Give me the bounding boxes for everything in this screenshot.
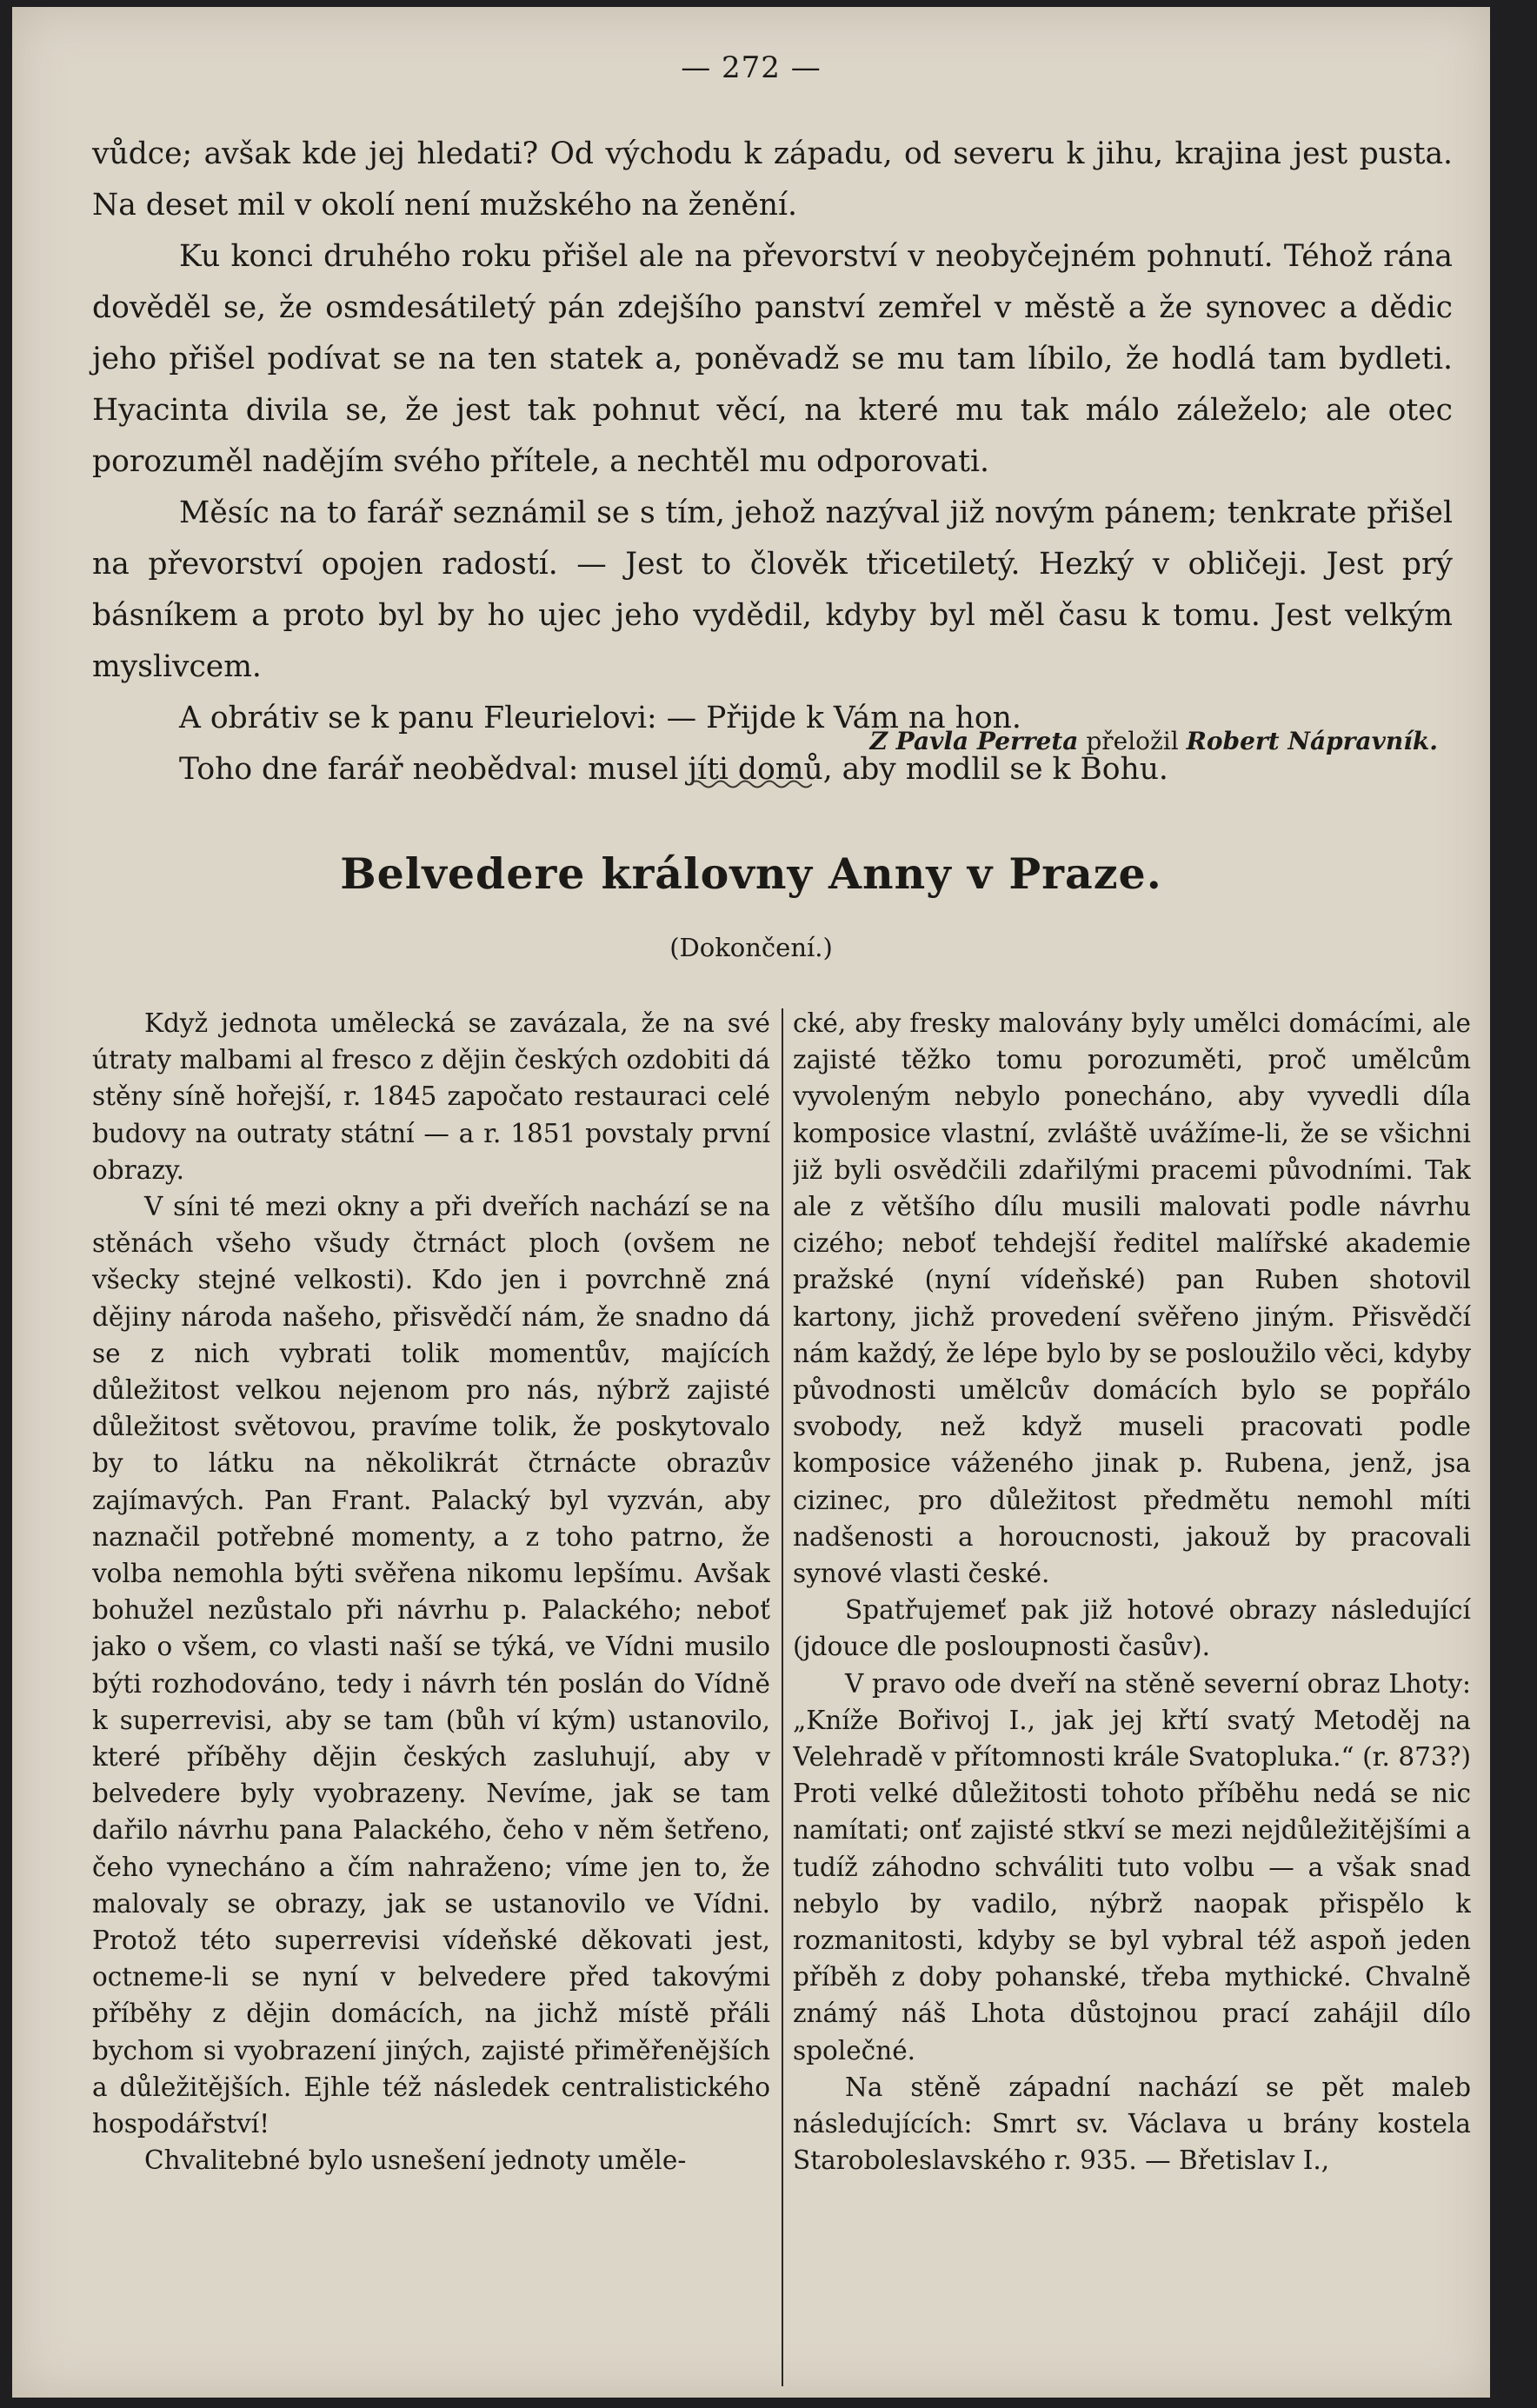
article-right-column	[793, 1005, 1471, 2387]
story-paragraph: Toho dne farář neobědval: musel jíti domů, aby modlil se k Bohu.	[179, 752, 1168, 787]
article-paragraph: V pravo ode dveří na stěně severní obraz Lhoty: „Kníže Bořivoj I., jak jej křtí svatý Metoděj na Velehradě v přítomnosti krále Svatopluka.“ (r. 873?) Proti velké důležitosti tohoto příběhu nedá se nic namítati; onť zajisté stkví se mezi nejdůležitějšími a tudíž záhodno schváliti tuto volbu — a však snad nebylo by vadilo, nýbrž naopak přispělo k rozmanitosti, kdyby se byl vybral též aspoň jeden příběh z doby pohanské, třeba mythické. Chvalně známý náš Lhota důstojnou prací zahájil dílo společné.	[793, 1668, 1471, 2065]
article-left-column	[92, 1005, 770, 2387]
article-paragraph: V síni té mezi okny a při dveřích nachází se na stěnách všeho všudy čtrnáct ploch (ovšem ne všecky stejné velkosti). Kdo jen i povrchně zná dějiny národa našeho, přisvědčí nám, že snadno dá se z nich vybrati tolik momentův, majících důležitost velkou nejenom pro nás, nýbrž zajisté důležitost světovou, pravíme tolik, že poskytovalo by to látku na několikrát čtrnácte obrazův zajímavých. Pan Frant. Palacký byl vyzván, aby naznačil potřebné momenty, a z toho patrno, že volba nemohla býti svěřena nikomu lepšímu. Avšak bohužel nezůstalo při návrhu p. Palackého; neboť jako o všem, co vlasti naší se týká, ve Vídni musilo býti rozhodováno, tedy i návrh tén poslán do Vídně k superrevisi, aby se tam (bůh ví kým) ustanovilo, které příběhy dějin českých zasluhují, aby v belvedere byly vyobrazeny. Nevíme, jak se tam dařilo návrhu pana Palackého, čeho v něm šetřeno, čeho vynecháno a čím nahraženo; víme jen to, že malovaly se obrazy, jak se ustanovilo ve Vídni. Protož této superrevisi vídeňské děkovati jest, octneme-li se nyní v belvedere před takovými příběhy z dějin domácích, na jichž místě přáli bychom si vyobrazení jiných, zajisté přiměřenějších a důležitějších. Ejhle též následek centralistického hospodářství!	[92, 1192, 770, 2139]
column-divider	[782, 1008, 783, 2386]
article-paragraph: Když jednota umělecká se zavázala, že na své útraty malbami al fresco z dějin českých ozdobiti dá stěny síně hořejší, r. 1845 započato restauraci celé budovy na outraty státní — a r. 1851 povstaly první obrazy.	[92, 1008, 770, 1185]
scanned-page	[12, 7, 1490, 2398]
ornamental-divider	[690, 776, 812, 792]
article-paragraph: Chvalitebné bylo usnešení jednoty uměle-	[144, 2145, 687, 2176]
credit-source: Z Pavla Perreta	[869, 727, 1079, 755]
translation-credit	[869, 724, 1438, 759]
story-paragraph: A obrátiv se k panu Fleurielovi: — Přijde k Vám na hon.	[179, 701, 1021, 735]
credit-verb: přeložil	[1086, 727, 1179, 755]
story-paragraph: vůdce; avšak kde jej hledati? Od východu k západu, od severu k jihu, krajina jest pusta. Na deset mil v okolí není mužského na ženění.	[92, 136, 1453, 223]
article-title: Belvedere královny Anny v Praze.	[340, 848, 1162, 899]
article-subtitle: (Dokončení.)	[669, 933, 833, 962]
story-text	[92, 129, 1453, 795]
article-paragraph: Spatřujemeť pak již hotové obrazy následující (jdouce dle posloupnosti časův).	[793, 1595, 1471, 1662]
page-number: — 272 —	[681, 50, 822, 85]
story-paragraph: Měsíc na to farář seznámil se s tím, jehož nazýval již novým pánem; tenkrate přišel na převorství opojen radostí. — Jest to člověk třicetiletý. Hezký v obličeji. Jest prý básníkem a proto byl by ho ujec jeho vydědil, kdyby byl měl času k tomu. Jest velkým myslivcem.	[92, 496, 1453, 684]
article-paragraph: Na stěně západní nachází se pět maleb následujících: Smrt sv. Václava u brány kostela Staroboleslavského r. 935. — Břetislav I.,	[793, 2072, 1471, 2176]
story-paragraph: Ku konci druhého roku přišel ale na převorství v neobyčejném pohnutí. Téhož rána dověděl se, že osmdesátiletý pán zdejšího panství zemřel v městě a že synovec a dědic jeho přišel podívat se na ten statek a, poněvadž se mu tam líbilo, že hodlá tam bydleti. Hyacinta divila se, že jest tak pohnut věcí, na které mu tak málo záleželo; ale otec porozuměl nadějím svého přítele, a nechtěl mu odporovati.	[92, 239, 1453, 479]
credit-translator: Robert Nápravník.	[1186, 727, 1438, 755]
article-paragraph: cké, aby fresky malovány byly umělci domácími, ale zajisté těžko tomu porozuměti, proč umělcům vyvoleným nebylo ponecháno, aby vyvedli díla komposice vlastní, zvláště uvážíme-li, že se všichni již byli osvědčili zdařilými pracemi původními. Tak ale z většího dílu musili malovati podle návrhu cizého; neboť tehdejší ředitel malířské akademie pražské (nyní vídeňské) pan Ruben shotovil kartony, jichž provedení svěřeno jiným. Přisvědčí nám každý, že lépe bylo by se posloužilo věci, kdyby původnosti umělcův domácích bylo se popřálo svobody, než když museli pracovati podle komposice váženého jinak p. Rubena, jenž, jsa cizinec, pro důležitost předmětu nemohl míti nadšenosti a horoucnosti, jakouž by pracovali synové vlasti české.	[793, 1008, 1471, 1589]
